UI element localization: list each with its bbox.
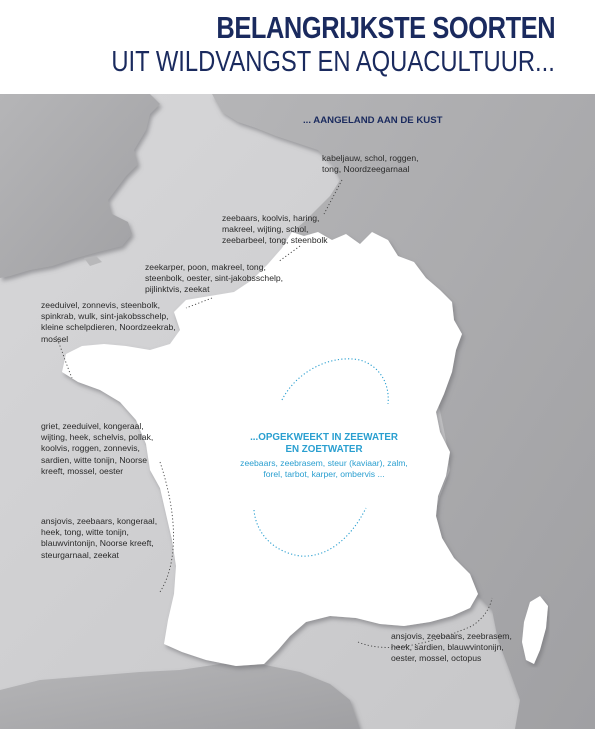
header (0, 0, 595, 94)
label-line: zeebaars, koolvis, haring, (222, 213, 320, 223)
label-line: kabeljauw, schol, roggen, (322, 153, 419, 163)
label-line: zeekarper, poon, makreel, tong, (145, 262, 266, 272)
label-noordzee (322, 153, 419, 175)
label-line: koolvis, roggen, zonnevis, (41, 443, 140, 454)
label-line: ansjovis, zeebaars, kongeraal, (41, 516, 158, 526)
label-line: steurgarnaal, zeekat (41, 549, 119, 560)
label-golf-van-biskaje (41, 516, 157, 561)
label-line: kreeft, mossel, oester (41, 465, 124, 476)
aquaculture-species-line: zeebaars, zeebrasem, steur (kaviaar), zalm, (240, 458, 408, 468)
aquaculture-heading-line: EN ZOETWATER (285, 444, 363, 455)
page-title: BELANGRIJKSTE SOORTEN (216, 10, 555, 45)
label-line: heek, tong, witte tonijn, (41, 527, 129, 538)
label-bretagne-zuid (41, 421, 153, 477)
page-subtitle: UIT WILDVANGST EN AQUACULTUUR... (111, 46, 555, 78)
label-middellandse-zee (391, 631, 512, 665)
aquaculture-heading-line: ...OPGEKWEEKT IN ZEEWATER (250, 432, 398, 443)
label-line: pijlinktvis, zeekat (145, 284, 210, 295)
label-line: ansjovis, zeebaars, zeebrasem, (391, 631, 512, 641)
label-line: makreel, wijting, schol, (222, 224, 309, 235)
label-oostkanaal (222, 213, 328, 247)
aquaculture-species-line: forel, tarbot, karper, ombervis ... (263, 469, 385, 479)
label-line: wijting, heek, schelvis, pollak, (41, 432, 154, 443)
label-line: griet, zeeduivel, kongeraal, (41, 421, 144, 431)
label-line: mossel (41, 333, 69, 344)
label-line: zeebarbeel, tong, steenbolk (222, 235, 328, 246)
label-line: steenbolk, oester, sint-jakobsschelp, (145, 273, 284, 284)
aquaculture-heading (228, 432, 420, 456)
label-line: blauwvintonijn, Noorse kreeft, (41, 538, 154, 549)
label-line: sardien, witte tonijn, Noorse (41, 454, 148, 465)
label-line: heek, sardien, blauwvintonijn, (391, 642, 504, 653)
label-line: kleine schelpdieren, Noordzeekrab, (41, 322, 176, 333)
coast-heading: ... AANGELAND AAN DE KUST (303, 115, 443, 126)
label-line: spinkrab, wulk, sint-jakobsschelp, (41, 311, 169, 322)
label-line: zeeduivel, zonnevis, steenbolk, (41, 300, 160, 310)
label-bretagne-noord (41, 300, 176, 345)
label-line: oester, mossel, octopus (391, 653, 482, 664)
label-westkanaal (145, 262, 283, 296)
aquaculture-species (228, 458, 420, 480)
label-line: tong, Noordzeegarnaal (322, 164, 410, 175)
